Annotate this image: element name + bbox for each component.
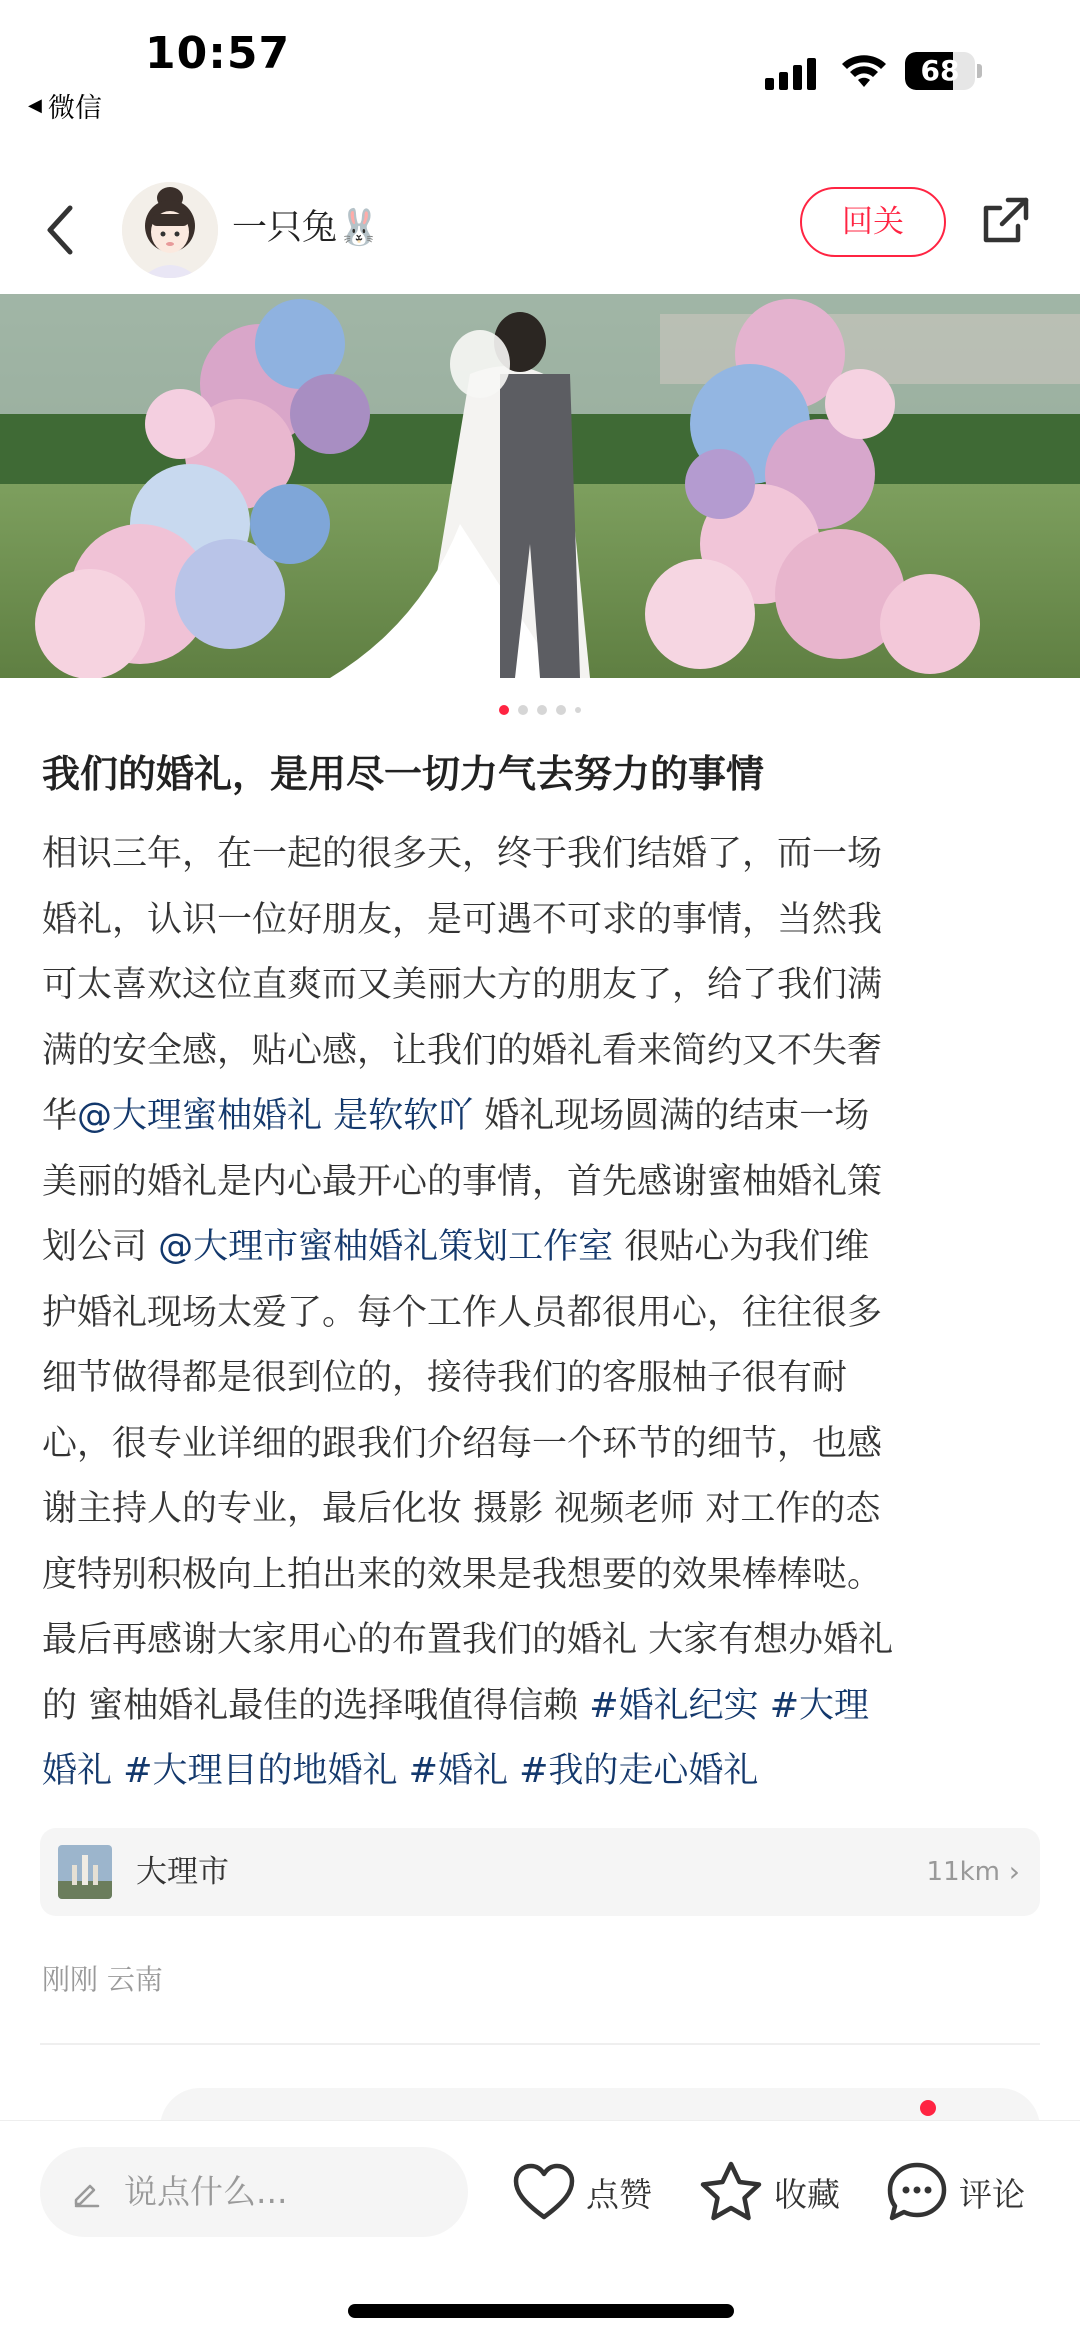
hashtag-link[interactable]: #婚礼	[408, 1751, 508, 1791]
carousel-dot	[556, 705, 566, 715]
body-text: 很贴心为我们维	[613, 1227, 870, 1267]
body-text: 婚礼，认识一位好朋友，是可遇不可求的事情，当然我	[42, 899, 883, 940]
body-text: 相识三年，在一起的很多天，终于我们结婚了，而一场	[42, 834, 883, 874]
comment-bubble-icon	[885, 2160, 949, 2224]
divider	[40, 2043, 1040, 2045]
notification-dot	[920, 2100, 936, 2116]
like-button[interactable]	[512, 2159, 652, 2225]
note-body-line	[42, 1674, 1042, 1740]
note-body-line	[42, 1477, 1042, 1543]
note-body-line	[42, 888, 1042, 954]
note-body-line	[42, 822, 1042, 888]
note-body-line	[42, 953, 1042, 1019]
location-distance: 11km	[926, 1857, 1000, 1887]
follow-back-button[interactable]: 回关	[800, 187, 946, 257]
note-body	[42, 822, 1042, 1805]
note-body-line	[42, 1281, 1042, 1347]
comment-placeholder: 说点什么...	[124, 2172, 288, 2211]
body-text: 细节做得都是很到位的，接待我们的客服柚子很有耐	[42, 1358, 848, 1398]
status-time: 10:57	[145, 28, 291, 79]
body-text: 心，很专业详细的跟我们介绍每一个环节的细节，也感	[42, 1423, 883, 1464]
wedding-photo	[0, 294, 1080, 678]
favorite-label: 收藏	[774, 2174, 840, 2214]
hashtag-link[interactable]: #婚礼纪实	[589, 1685, 759, 1726]
hashtag-link[interactable]: 婚礼	[42, 1751, 113, 1791]
body-text	[397, 1751, 408, 1791]
home-indicator	[348, 2304, 734, 2318]
note-body-line	[42, 1084, 1042, 1150]
mention-link[interactable]: @大理市蜜柚婚礼策划工作室	[158, 1227, 614, 1267]
note-body-line	[42, 1608, 1042, 1674]
back-app-label: 微信	[47, 93, 102, 124]
back-to-app-link[interactable]	[28, 86, 102, 125]
body-text	[112, 1751, 123, 1791]
note-body-line	[42, 1150, 1042, 1216]
body-text: 的 蜜柚婚礼最佳的选择哦值得信赖	[42, 1685, 590, 1726]
body-text: 美丽的婚礼是内心最开心的事情，首先感谢蜜柚婚礼策	[42, 1161, 883, 1202]
cellular-signal-icon	[765, 56, 821, 90]
body-text: 谢主持人的专业，最后化妆 摄影 视频老师 对工作的态	[42, 1489, 881, 1529]
location-card[interactable]	[40, 1828, 1040, 1916]
back-triangle-icon: ◀	[28, 95, 42, 116]
favorite-button[interactable]	[698, 2159, 840, 2225]
hashtag-link[interactable]: #我的走心婚礼	[519, 1751, 759, 1791]
hashtag-link[interactable]: #大理	[769, 1685, 870, 1726]
body-text: 最后再感谢大家用心的布置我们的婚礼 大家有想办婚礼	[42, 1620, 894, 1660]
chevron-right-icon: ›	[1008, 1855, 1020, 1888]
body-text: 满的安全感，贴心感，让我们的婚礼看来简约又不失奢	[42, 1030, 883, 1071]
author-avatar[interactable]	[122, 182, 218, 278]
body-text	[508, 1751, 519, 1791]
post-time-region: 刚刚 云南	[42, 1963, 163, 1996]
body-text: 度特别积极向上拍出来的效果是我想要的效果棒棒哒。	[42, 1554, 883, 1595]
share-icon[interactable]	[978, 192, 1034, 248]
body-text: 划公司	[42, 1227, 159, 1267]
back-arrow-icon[interactable]	[36, 198, 86, 262]
location-name: 大理市	[136, 1854, 229, 1890]
comment-label: 评论	[959, 2174, 1025, 2214]
comment-input[interactable]	[40, 2147, 468, 2237]
body-text: 华	[42, 1096, 78, 1136]
note-body-line	[42, 1739, 1042, 1805]
carousel-dot	[518, 705, 528, 715]
mention-link[interactable]: @大理蜜柚婚礼 是软软吖	[77, 1096, 474, 1136]
note-body-line	[42, 1412, 1042, 1478]
status-bar	[0, 0, 1080, 130]
carousel-dot	[537, 705, 547, 715]
heart-icon	[512, 2163, 576, 2221]
note-image-carousel[interactable]	[0, 294, 1080, 678]
star-icon	[698, 2160, 764, 2224]
wifi-icon	[838, 50, 890, 90]
note-title: 我们的婚礼，是用尽一切力气去努力的事情	[42, 752, 765, 796]
note-header	[0, 170, 1080, 290]
body-text	[759, 1686, 770, 1726]
pencil-icon	[70, 2176, 102, 2208]
note-body-line	[42, 1215, 1042, 1281]
body-text: 婚礼现场圆满的结束一场	[473, 1096, 870, 1136]
note-body-line	[42, 1543, 1042, 1609]
carousel-indicator	[0, 703, 1080, 717]
like-label: 点赞	[586, 2174, 652, 2214]
body-text: 可太喜欢这位直爽而又美丽大方的朋友了，给了我们满	[42, 965, 883, 1005]
note-body-line	[42, 1019, 1042, 1085]
hashtag-link[interactable]: #大理目的地婚礼	[123, 1751, 398, 1791]
note-body-line	[42, 1346, 1042, 1412]
carousel-dot	[575, 707, 581, 713]
location-thumbnail	[58, 1845, 112, 1899]
body-text: 护婚礼现场太爱了。每个工作人员都很用心，往往很多	[42, 1292, 883, 1333]
battery-level: 68	[920, 54, 960, 87]
author-name[interactable]: 一只兔🐰	[232, 208, 381, 248]
battery-icon	[905, 52, 983, 90]
carousel-dot	[499, 705, 509, 715]
comment-button[interactable]	[885, 2159, 1025, 2225]
